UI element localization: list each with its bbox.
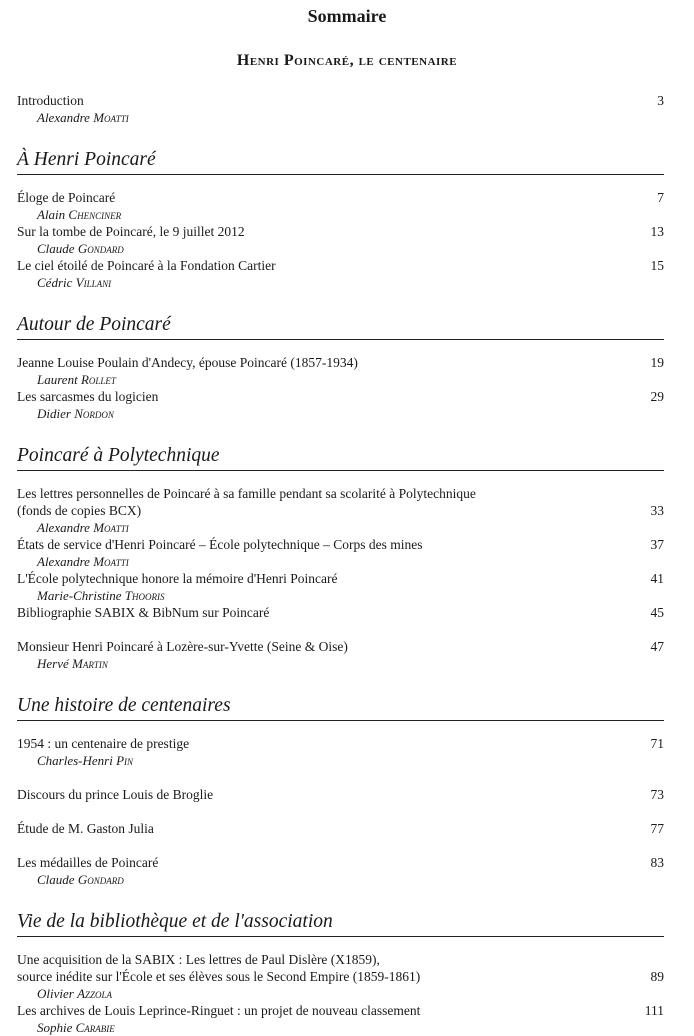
entry-author [17, 371, 664, 388]
author-first-name: Laurent [37, 372, 78, 387]
entry-title: (fonds de copies BCX) [17, 503, 142, 518]
entry-title: Étude de M. Gaston Julia [17, 821, 154, 836]
entry-page-number: 3 [657, 93, 664, 108]
toc-entry [17, 820, 664, 837]
author-last-name: Moatti [93, 110, 129, 125]
entry-title: Les lettres personnelles de Poincaré à sa famille pendant sa scolarité à Polytechnique [17, 486, 476, 501]
entry-title: États de service d'Henri Poincaré – École polytechnique – Corps des mines [17, 537, 423, 552]
author-last-name: Martin [72, 656, 108, 671]
toc-entry [17, 189, 664, 223]
author-first-name: Alain [37, 207, 66, 222]
author-first-name: Charles-Henri [37, 753, 113, 768]
toc-sections [17, 148, 664, 1036]
entry-title: Introduction [17, 93, 84, 108]
entry-title: Jeanne Louise Poulain d'Andecy, épouse Poincaré (1857-1934) [17, 355, 358, 370]
entry-author [17, 109, 664, 126]
toc-entry [17, 485, 664, 536]
entry-title: Sur la tombe de Poincaré, le 9 juillet 2012 [17, 224, 245, 239]
author-last-name: Azzola [77, 986, 113, 1001]
toc-entry [17, 536, 664, 570]
entry-author [17, 655, 664, 672]
toc-entry [17, 951, 664, 1002]
author-first-name: Claude [37, 241, 75, 256]
author-last-name: Chenciner [68, 207, 122, 222]
toc-entry [17, 604, 664, 621]
page-title: Sommaire [307, 6, 387, 26]
entry-page-number: 89 [650, 969, 664, 984]
entry-author [17, 553, 664, 570]
toc-entry [17, 223, 664, 257]
entry-page-number: 41 [650, 571, 664, 586]
entry-title: Les archives de Louis Leprince-Ringuet : un projet de nouveau classement [17, 1003, 421, 1018]
toc-entry [17, 570, 664, 604]
author-first-name: Marie-Christine [37, 588, 122, 603]
entry-page-number: 83 [650, 855, 664, 870]
author-first-name: Sophie [37, 1020, 73, 1035]
entry-page-number: 37 [650, 537, 664, 552]
entry-page-number: 111 [644, 1003, 664, 1018]
author-first-name: Alexandre [37, 554, 90, 569]
author-last-name: Gondard [77, 241, 124, 256]
entry-title: Bibliographie SABIX & BibNum sur Poincaré [17, 605, 270, 620]
page-subtitle: Henri Poincaré, le centenaire [236, 52, 458, 69]
entry-page-number: 33 [650, 503, 664, 518]
author-last-name: Pin [116, 753, 134, 768]
author-first-name: Alexandre [37, 110, 90, 125]
entry-title: Éloge de Poincaré [17, 190, 116, 205]
entry-page-number: 15 [650, 258, 664, 273]
entry-title: L'École polytechnique honore la mémoire d'Henri Poincaré [17, 571, 338, 586]
entry-author [17, 274, 664, 291]
author-first-name: Alexandre [37, 520, 90, 535]
author-last-name: Gondard [77, 872, 124, 887]
entry-author [17, 405, 664, 422]
entry-page-number: 71 [650, 736, 664, 751]
entry-author [17, 587, 664, 604]
section-heading: À Henri Poincaré [17, 148, 664, 175]
entry-page-number: 7 [657, 190, 664, 205]
entry-author [17, 206, 664, 223]
toc-entry [17, 854, 664, 888]
toc-entry [17, 638, 664, 672]
section-heading: Autour de Poincaré [17, 313, 664, 340]
author-last-name: Moatti [93, 554, 129, 569]
entry-page-number: 73 [650, 787, 664, 802]
entry-page-number: 45 [650, 605, 664, 620]
toc-entry [17, 786, 664, 803]
author-last-name: Villani [75, 275, 112, 290]
entry-author [17, 1019, 664, 1036]
author-last-name: Rollet [80, 372, 116, 387]
author-last-name: Carabie [75, 1020, 115, 1035]
author-last-name: Thooris [124, 588, 165, 603]
entry-author [17, 985, 664, 1002]
author-first-name: Didier [37, 406, 71, 421]
entry-title: Monsieur Henri Poincaré à Lozère-sur-Yvette (Seine & Oise) [17, 639, 348, 654]
entry-page-number: 29 [650, 389, 664, 404]
entry-page-number: 47 [650, 639, 664, 654]
entry-author [17, 240, 664, 257]
toc-entry [17, 1002, 664, 1036]
entry-title: source inédite sur l'École et ses élèves sous le Second Empire (1859-1861) [17, 969, 421, 984]
entry-title: Les médailles de Poincaré [17, 855, 159, 870]
author-last-name: Nordon [74, 406, 114, 421]
toc-entry [17, 354, 664, 388]
author-first-name: Hervé [37, 656, 69, 671]
toc-entry [17, 388, 664, 422]
entry-author [17, 871, 664, 888]
toc-entry [17, 257, 664, 291]
entry-page-number: 19 [650, 355, 664, 370]
toc-entry [17, 92, 664, 126]
entry-title: Le ciel étoilé de Poincaré à la Fondation Cartier [17, 258, 276, 273]
author-last-name: Moatti [93, 520, 129, 535]
entry-title: 1954 : un centenaire de prestige [17, 736, 190, 751]
entry-title: Discours du prince Louis de Broglie [17, 787, 214, 802]
section-heading: Une histoire de centenaires [17, 694, 664, 721]
toc-list [17, 92, 664, 1036]
author-first-name: Claude [37, 872, 75, 887]
toc-entry [17, 735, 664, 769]
entry-page-number: 13 [650, 224, 664, 239]
entry-title: Les sarcasmes du logicien [17, 389, 159, 404]
author-first-name: Cédric [37, 275, 73, 290]
entry-author [17, 752, 664, 769]
entry-title: Une acquisition de la SABIX : Les lettres de Paul Dislère (X1859), [17, 952, 380, 967]
author-first-name: Olivier [37, 986, 74, 1001]
section-heading: Poincaré à Polytechnique [17, 444, 664, 471]
section-heading: Vie de la bibliothèque et de l'association [17, 910, 664, 937]
entry-page-number: 77 [650, 821, 664, 836]
entry-author [17, 519, 664, 536]
